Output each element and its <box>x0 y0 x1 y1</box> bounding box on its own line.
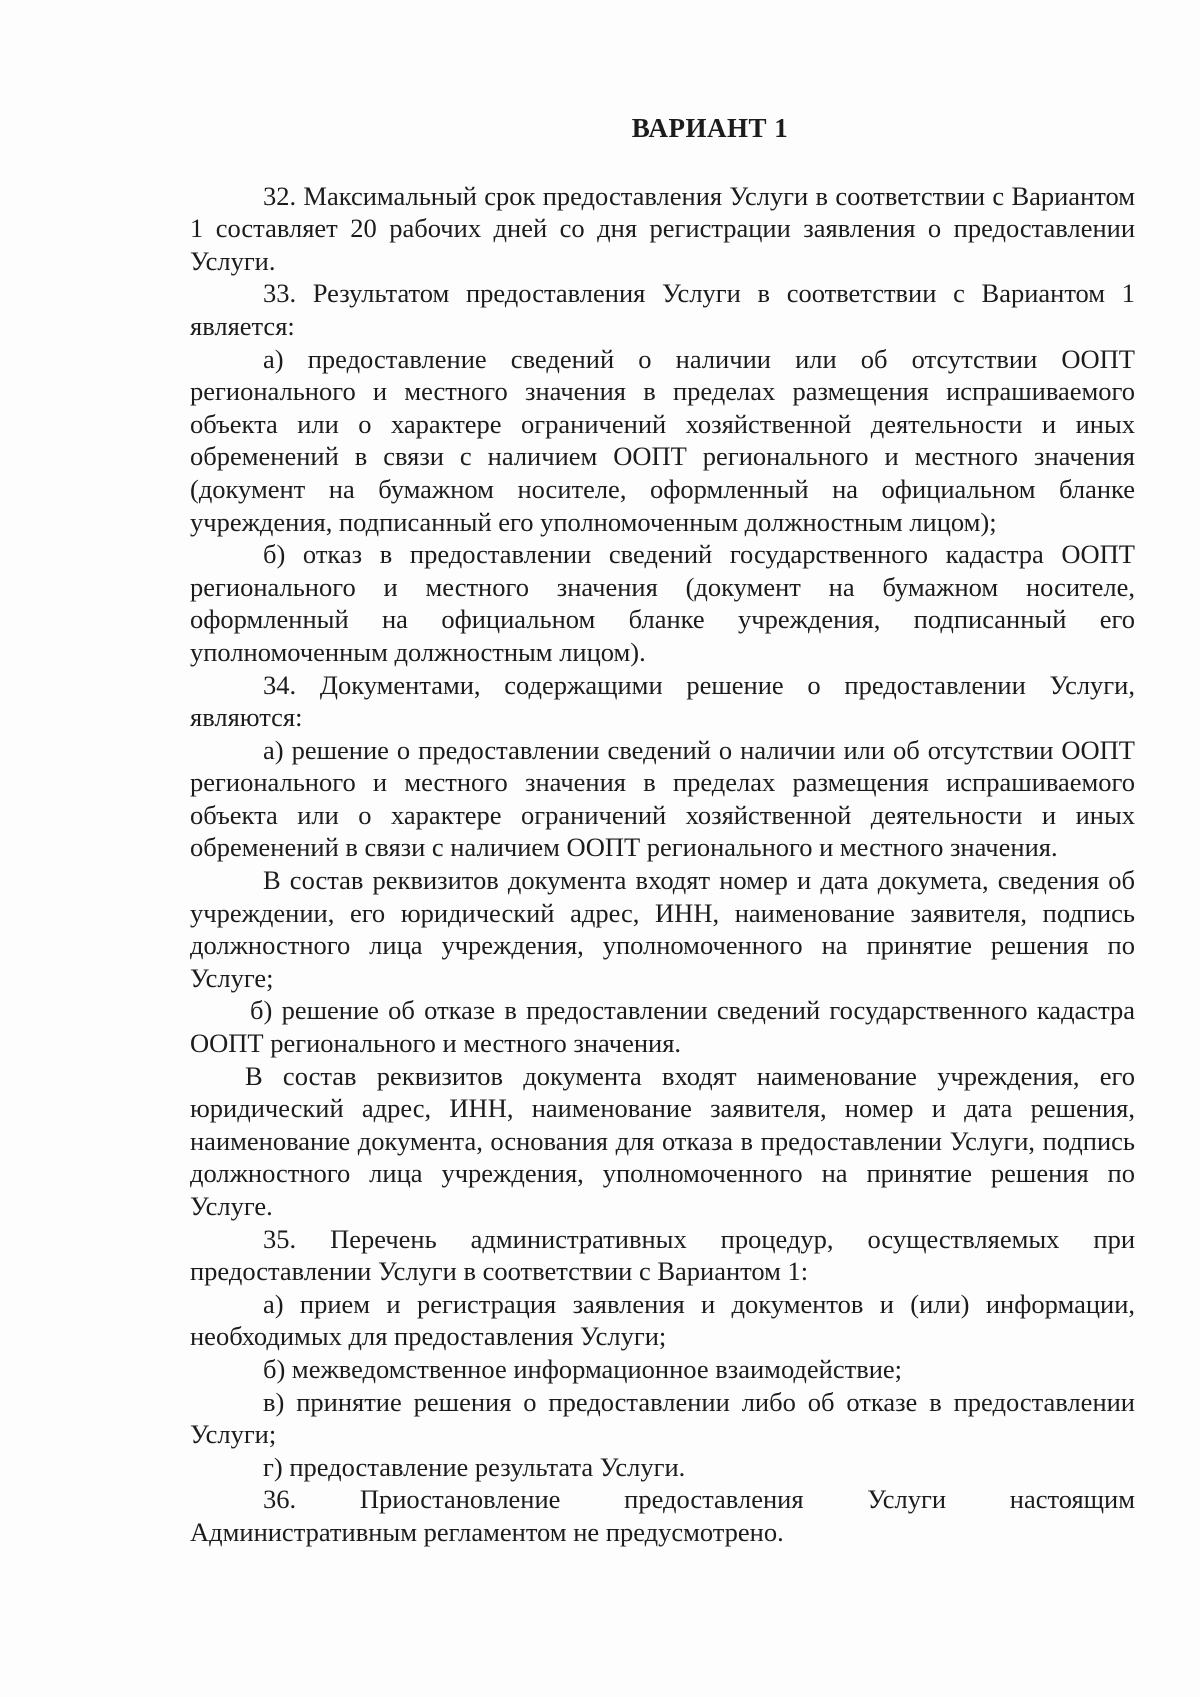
paragraph-35-g: г) предоставление результата Услуги. <box>263 1451 686 1482</box>
paragraph-32: 32. Максимальный срок предоставления Услуги в соответствии с Вариантом 1 составляет 20 рабочих дней со дня регистрации заявления о предоставлении Услуги. <box>190 180 1135 276</box>
paragraph-35: 35. Перечень административных процедур, осуществляемых при предоставлении Услуги в соответствии с Вариантом 1: <box>190 1223 1135 1287</box>
paragraph-33-a: а) предоставление сведений о наличии или об отсутствии ООПТ регионального и местного значения в пределах размещения испрашиваемого объекта или о характере ограничений хозяйственной деятельности и иных обременений в связи с наличием ООПТ регионального и местного значения (документ на бумажном носителе, оформленный на официальном бланке учреждения, подписанный его уполномоченным должностным лицом); <box>190 343 1135 537</box>
paragraph-35-b: б) межведомственное информационное взаимодействие; <box>263 1353 903 1384</box>
paragraph-33-b: б) отказ в предоставлении сведений государственного кадастра ООПТ регионального и местного значения (документ на бумажном носителе, оформленный на официальном бланке учреждения, подписанный его уполномоченным должностным лицом). <box>190 539 1135 667</box>
paragraph-35-v: в) принятие решения о предоставлении либо об отказе в предоставлении Услуги; <box>190 1386 1135 1450</box>
paragraph-34: 34. Документами, содержащими решение о предоставлении Услуги, являются: <box>190 669 1135 733</box>
section-heading: ВАРИАНТ 1 <box>631 113 789 143</box>
document-body <box>190 112 1135 1549</box>
paragraph-34-b: б) решение об отказе в предоставлении сведений государственного кадастра ООПТ регионального и местного значения. <box>190 995 1135 1059</box>
paragraph-34-a-requisites: В состав реквизитов документа входят номер и дата докумета, сведения об учреждении, его юридический адрес, ИНН, наименование заявителя, подпись должностного лица учреждения, уполномоченного на принятие решения по Услуге; <box>190 865 1135 993</box>
paragraph-36: 36. Приостановление предоставления Услуги настоящим Административным регламентом не предусмотрено. <box>190 1484 1135 1547</box>
paragraph-34-a: а) решение о предоставлении сведений о наличии или об отсутствии ООПТ регионального и местного значения в пределах размещения испрашиваемого объекта или о характере ограничений хозяйственной деятельности и иных обременений в связи с наличием ООПТ регионального и местного значения. <box>190 734 1135 863</box>
paragraph-34-b-requisites: В состав реквизитов документа входят наименование учреждения, его юридический адрес, ИНН, наименование заявителя, номер и дата решения, наименование документа, основания для отказа в предоставлении Услуги, подпись должностного лица учреждения, уполномоченного на принятие решения по Услуге. <box>190 1060 1135 1221</box>
paragraph-33: 33. Результатом предоставления Услуги в соответствии с Вариантом 1 является: <box>190 278 1135 341</box>
paragraph-35-a: а) прием и регистрация заявления и документов и (или) информации, необходимых для предоставления Услуги; <box>190 1288 1135 1352</box>
